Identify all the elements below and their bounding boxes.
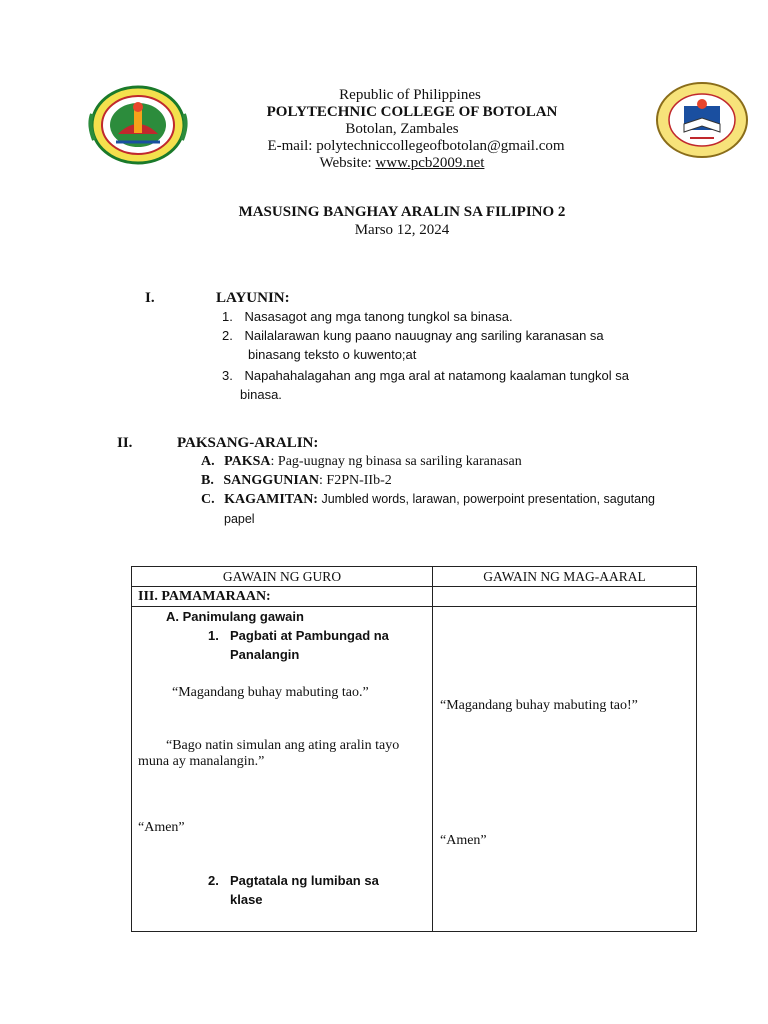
topic-text: : F2PN-IIb-2 bbox=[319, 473, 392, 488]
procedure-heading: III. PAMAMARAAN: bbox=[132, 587, 433, 607]
objective-item bbox=[222, 328, 604, 343]
objective-number: 1. bbox=[222, 309, 233, 324]
step1-number: 1. bbox=[208, 628, 219, 643]
email-label: E-mail: bbox=[267, 138, 313, 154]
topic-text: : Pag-uugnay ng binasa sa sariling karanasan bbox=[270, 454, 522, 469]
header-location: Botolan, Zambales bbox=[345, 121, 459, 137]
lesson-date: Marso 12, 2024 bbox=[354, 222, 450, 238]
section1-heading: LAYUNIN: bbox=[216, 290, 290, 306]
teacher-prayer-line1: “Bago natin simulan ang ating aralin tayo bbox=[166, 738, 400, 753]
topic-item bbox=[201, 454, 522, 470]
topic-letter: C. bbox=[201, 492, 215, 507]
topic-label: PAKSA bbox=[224, 454, 271, 469]
topic-item bbox=[201, 492, 655, 508]
student-amen: “Amen” bbox=[440, 833, 487, 848]
teacher-greeting: “Magandang buhay mabuting tao.” bbox=[172, 685, 369, 700]
website-label: Website: bbox=[319, 155, 372, 171]
topic-label: KAGAMITAN: bbox=[224, 492, 318, 507]
step2-title-line1: Pagtatala ng lumiban sa bbox=[230, 873, 379, 888]
table-row bbox=[132, 607, 697, 932]
teacher-activity-cell bbox=[132, 607, 433, 932]
objective-item bbox=[222, 368, 629, 383]
topic-text-continuation: papel bbox=[224, 512, 255, 526]
objective-item bbox=[222, 309, 513, 324]
student-greeting: “Magandang buhay mabuting tao!” bbox=[440, 698, 638, 713]
teacher-amen: “Amen” bbox=[138, 820, 185, 835]
objective-number: 2. bbox=[222, 328, 233, 343]
topic-item bbox=[201, 473, 392, 489]
table-section-row bbox=[132, 587, 697, 607]
header-college-name: POLYTECHNIC COLLEGE OF BOTOLAN bbox=[266, 104, 558, 120]
email-address: polytechniccollegeofbotolan@gmail.com bbox=[316, 138, 565, 154]
section1-numeral: I. bbox=[145, 290, 155, 306]
objective-text-continuation: binasa. bbox=[240, 387, 282, 402]
empty-cell bbox=[433, 587, 697, 607]
step2-title-line2: klase bbox=[230, 892, 263, 907]
website-link[interactable]: www.pcb2009.net bbox=[375, 155, 485, 171]
step2-number: 2. bbox=[208, 873, 219, 888]
step1-title-line2: Panalangin bbox=[230, 647, 300, 662]
student-activity-cell bbox=[433, 607, 697, 932]
step1-title-line1: Pagbati at Pambungad na bbox=[230, 628, 389, 643]
topic-text: Jumbled words, larawan, powerpoint presentation, sagutang bbox=[317, 492, 655, 506]
objective-text: Nailalarawan kung paano nauugnay ang sariling karanasan sa bbox=[244, 328, 604, 343]
objective-text: Nasasagot ang mga tanong tungkol sa binasa. bbox=[244, 309, 513, 324]
header-republic: Republic of Philippines bbox=[339, 87, 481, 103]
header-email-line bbox=[32, 138, 768, 155]
teacher-prayer-line2: muna ay manalangin.” bbox=[138, 754, 265, 769]
section2-heading: PAKSANG-ARALIN: bbox=[177, 435, 319, 451]
objective-text-continuation: binasang teksto o kuwento;at bbox=[248, 347, 417, 362]
col-header-teacher: GAWAIN NG GURO bbox=[132, 567, 433, 587]
table-header-row bbox=[132, 567, 697, 587]
procedure-table bbox=[131, 566, 697, 932]
lesson-plan-title: MASUSING BANGHAY ARALIN SA FILIPINO 2 bbox=[238, 204, 566, 220]
topic-letter: A. bbox=[201, 454, 215, 469]
section2-numeral: II. bbox=[117, 435, 133, 451]
sub-activity-a: A. Panimulang gawain bbox=[166, 609, 304, 624]
topic-label: SANGGUNIAN bbox=[223, 473, 320, 488]
objective-text: Napahahalagahan ang mga aral at natamong kaalaman tungkol sa bbox=[244, 368, 629, 383]
header-website-line bbox=[18, 155, 768, 172]
col-header-student: GAWAIN NG MAG-AARAL bbox=[433, 567, 697, 587]
objective-number: 3. bbox=[222, 368, 233, 383]
topic-letter: B. bbox=[201, 473, 214, 488]
